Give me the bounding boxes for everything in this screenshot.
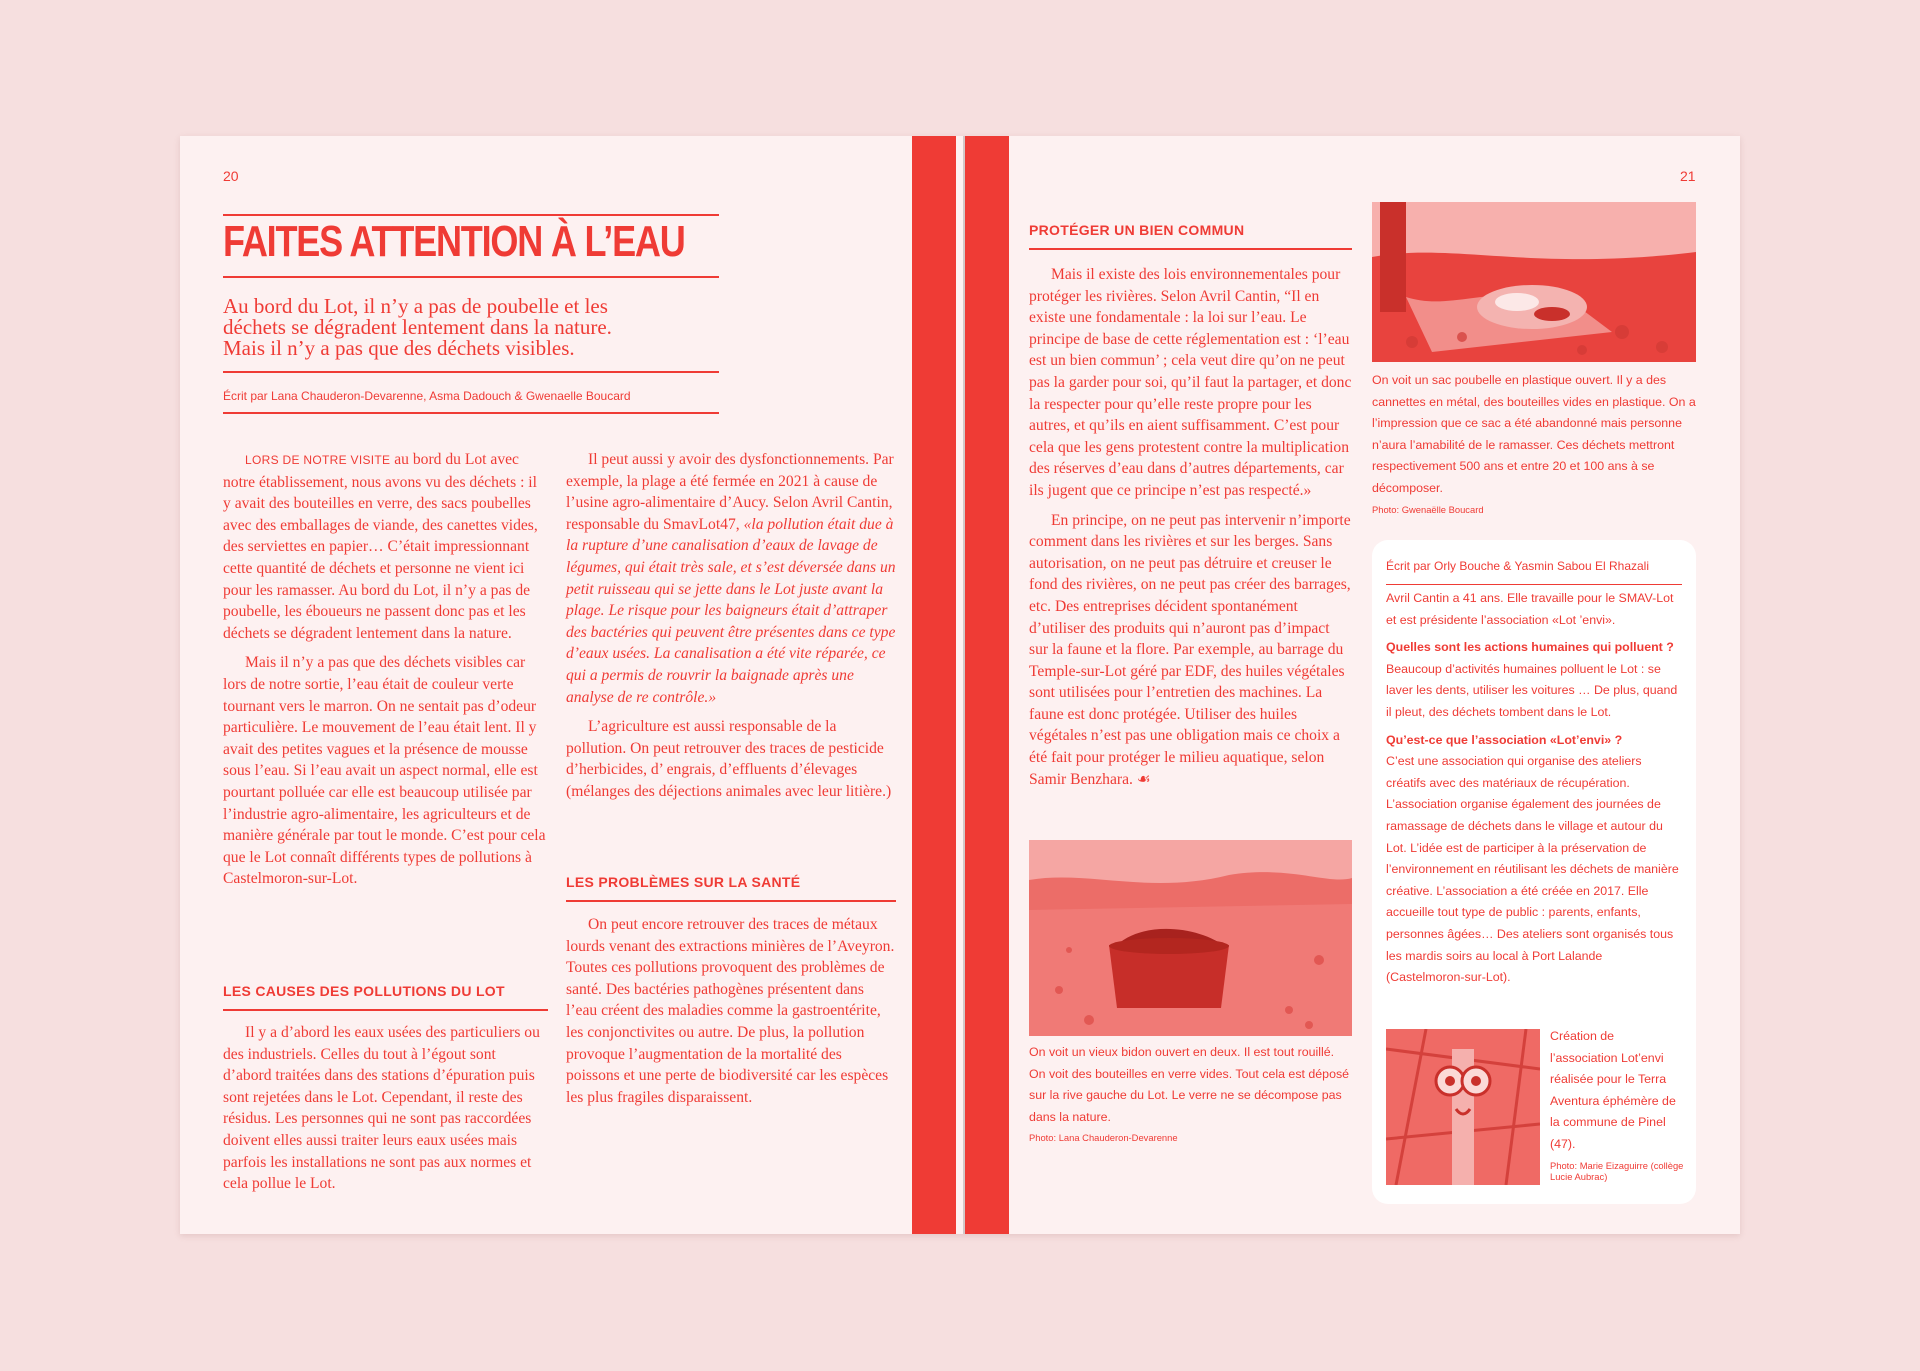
paragraph-text: Il peut aussi y avoir des dysfonctionnements. Par exemple, la plage a été fermée en 2021 à cause de l’usine agro-alimentaire d’Aucy. Selon Avril Cantin, responsable du SmavLot47,	[566, 451, 894, 533]
interview-question-2: Qu’est-ce que l’association «Lot’envi» ?	[1386, 732, 1623, 747]
paragraph-text: au bord du Lot avec notre établissement, nous avons vu des déchets : il y avait des bouteilles en verre, des sacs poubelles avec des emballages de viande, des canettes vides, des serviettes en papier… C’était impressionnant cette quantité de déchets et personne ne vient ici pour les ramasser. Au bord du Lot, il n’y a pas de poubelle, les éboueurs ne passent donc pas et les déchets se dégradent lentement dans la nature.	[223, 451, 538, 642]
left-column-2	[566, 449, 896, 811]
interview-byline: Écrit par Orly Bouche & Yasmin Sabou El Rhazali	[1386, 559, 1650, 573]
page-number-right: 21	[1680, 168, 1696, 184]
paragraph	[223, 449, 548, 644]
photo-credit: Photo: Marie Eizaguirre (collège Lucie Aubrac)	[1550, 1159, 1684, 1182]
right-red-band	[965, 136, 1009, 1234]
paragraph: Il y a d’abord les eaux usées des particuliers ou des industriels. Celles du tout à l’égout sont d’abord traitées dans des stations d’épuration puis sont rejetées dans le Lot. Cependant, il reste des résidus. Les personnes qui ne sont pas raccordées doivent elles aussi traiter leurs eaux usées mais parfois les installations ne sont pas aux normes et cela pollue le Lot.	[223, 1024, 540, 1193]
title-top-rule	[223, 214, 719, 216]
magazine-spread	[180, 136, 1740, 1234]
photo-lotenvi-caption	[1550, 1026, 1684, 1182]
paragraph-text: En principe, on ne peut pas intervenir n’importe comment dans les rivières et sur les berges. Sans autorisation, on ne peut pas détruire et creuser le fond des rivières, on ne peut pas créer des barrages, etc. Des entreprises décident spontanément d’utiliser des produits qui n’auront pas d’impact sur la faune et la flore. Par exemple, au barrage du Temple-sur-Lot géré par EDF, des huiles végétales sont utilisées pour l’entretien des machines. La faune est donc protégée. Utiliser des huiles végétales n’est pas une obligation mais ce choix a été fait pour protéger le milieu aquatique, selon Samir Benzhara.	[1029, 511, 1351, 788]
section-heading-causes: LES CAUSES DES POLLUTIONS DU LOT	[223, 983, 505, 999]
title-bottom-rule	[223, 276, 719, 278]
heading-rule	[566, 900, 896, 902]
interview-box	[1372, 540, 1696, 1204]
interview-body	[1386, 588, 1684, 995]
photo-trash-bag-caption	[1372, 370, 1696, 516]
paragraph	[1029, 510, 1352, 791]
quote-text: «la pollution était due à la rupture d’une canalisation d’eaux de lavage de légumes, qui était très sale, et s’est déversée dans un petit ruisseau qui se jette dans le Lot juste avant la plage. Le risque pour les baigneurs était d’attraper des bactéries qui peuvent être présentes dans ce type d’eaux usées. La canalisation a été vite réparée, ce qui a permis de rouvrir la baignade après une analyse de re contrôle.»	[566, 515, 896, 706]
photo-credit: Photo: Lana Chauderon-Devarenne	[1029, 1132, 1178, 1144]
paragraph	[566, 449, 896, 708]
end-mark-icon: ☙	[1136, 770, 1151, 788]
photo-credit: Photo: Gwenaëlle Boucard	[1372, 503, 1484, 515]
interview-question-1: Quelles sont les actions humaines qui polluent ?	[1386, 640, 1674, 655]
byline-bottom-rule	[223, 412, 719, 414]
byline-top-rule	[223, 371, 719, 373]
page-number-left: 20	[223, 168, 239, 184]
article-title: FAITES ATTENTION À L’EAU	[223, 217, 685, 266]
caption-text: Création de l’association Lot’envi réalisée pour le Terra Aventura éphémère de la commune de Pinel (47).	[1550, 1029, 1676, 1151]
left-column-1	[223, 449, 548, 898]
section-heading-bien-commun: PROTÉGER UN BIEN COMMUN	[1029, 222, 1245, 238]
caption-text: On voit un sac poubelle en plastique ouvert. Il y a des cannettes en métal, des bouteilles vides en plastique. On a l’impression que ce sac a été abandonné mais personne n’aura l’amabilité de le ramasser. Ces déchets mettront respectivement 500 ans et entre 20 et 100 ans à se décomposer.	[1372, 373, 1696, 495]
interview-rule	[1386, 584, 1682, 585]
paragraph: L’agriculture est aussi responsable de la pollution. On peut retrouver des traces de pesticide d’herbicides, d’ engrais, d’effluents d’élevages (mélanges des déjections animales avec leur litière.)	[566, 718, 892, 800]
left-red-band	[912, 136, 956, 1234]
heading-rule	[1029, 248, 1352, 250]
section-heading-sante: LES PROBLÈMES SUR LA SANTÉ	[566, 874, 801, 890]
photo-lotenvi-creation	[1386, 1029, 1540, 1185]
interview-answer-1: Beaucoup d’activités humaines polluent le Lot : se laver les dents, utiliser les voitures … De plus, quand il pleut, des déchets tombent dans le Lot.	[1386, 661, 1678, 719]
photo-barrel	[1029, 840, 1352, 1036]
article-byline: Écrit par Lana Chauderon-Devarenne, Asma Dadouch & Gwenaelle Boucard	[223, 389, 631, 403]
lead-in: LORS DE NOTRE VISITE	[245, 453, 391, 467]
right-column-text	[1029, 264, 1352, 798]
interview-answer-2: C’est une association qui organise des ateliers créatifs avec des matériaux de récupération. L’association organise également des journées de ramassage de déchets dans le village et autour du Lot. L’idée est de participer à la préservation de l’environnement en réutilisant les déchets de manière créative. L’association a été créée en 2017. Elle accueille tout type de public : parents, enfants, personnes âgées… Des ateliers sont organisés tous les mardis soirs au local à Port Lalande (Castelmoron-sur-Lot).	[1386, 754, 1679, 985]
paragraph: On peut encore retrouver des traces de métaux lourds venant des extractions minières de l’Aveyron. Toutes ces pollutions provoquent des problèmes de santé. Des bactéries pathogènes présentent dans l’eau créent des maladies comme la gastroentérite, les conjonctivites ou autre. De plus, la pollution provoque l’augmentation de la mortalité des poissons et une perte de biodiversité car les espèces les plus fragiles disparaissent.	[566, 916, 895, 1106]
photo-trash-bag	[1372, 202, 1696, 362]
photo-barrel-caption	[1029, 1042, 1352, 1144]
heading-rule	[223, 1009, 548, 1011]
left-column-2-lower	[566, 914, 896, 1116]
interview-intro: Avril Cantin a 41 ans. Elle travaille pour le SMAV-Lot et est présidente l’association «Lot ’envi».	[1386, 591, 1674, 627]
caption-text: On voit un vieux bidon ouvert en deux. Il est tout rouillé. On voit des bouteilles en verre vides. Tout cela est déposé sur la rive gauche du Lot. Le verre ne se décompose pas dans la nature.	[1029, 1045, 1350, 1124]
left-column-1-lower	[223, 1022, 548, 1203]
paragraph: Mais il existe des lois environnementales pour protéger les rivières. Selon Avril Cantin, “Il en existe une fondamentale : la loi sur l’eau. Le principe de base de cette réglementation est : ‘l’eau est un bien commun’ ; cela veut dire qu’on ne peut pas la garder pour soi, qu’il faut la partager, et donc la respecter pour qu’elle reste propre pour les autres, et qu’ils en aient suffisamment. C’est pour cela que les gens protestent contre la multiplication des réserves d’eau dans d’autres départements, car ils jugent que ce principe n’est pas respecté.»	[1029, 266, 1352, 499]
article-subtitle: Au bord du Lot, il n’y a pas de poubelle et les déchets se dégradent lentement dans la nature. Mais il n’y a pas que des déchets visibles.	[223, 294, 612, 360]
paragraph: Mais il n’y a pas que des déchets visibles car lors de notre sortie, l’eau était de couleur verte tournant vers le marron. On ne sentait pas d’odeur particulière. Le mouvement de l’eau était lent. Il y avait des petites vagues et la présence de mousse sous l’eau. Si l’eau avait un aspect normal, elle est pourtant polluée car elle est beaucoup utilisée par l’industrie agro-alimentaire, les agriculteurs et de manière générale par tout le monde. C’est pour cela que le Lot connaît différents types de pollutions à Castelmoron-sur-Lot.	[223, 654, 546, 888]
